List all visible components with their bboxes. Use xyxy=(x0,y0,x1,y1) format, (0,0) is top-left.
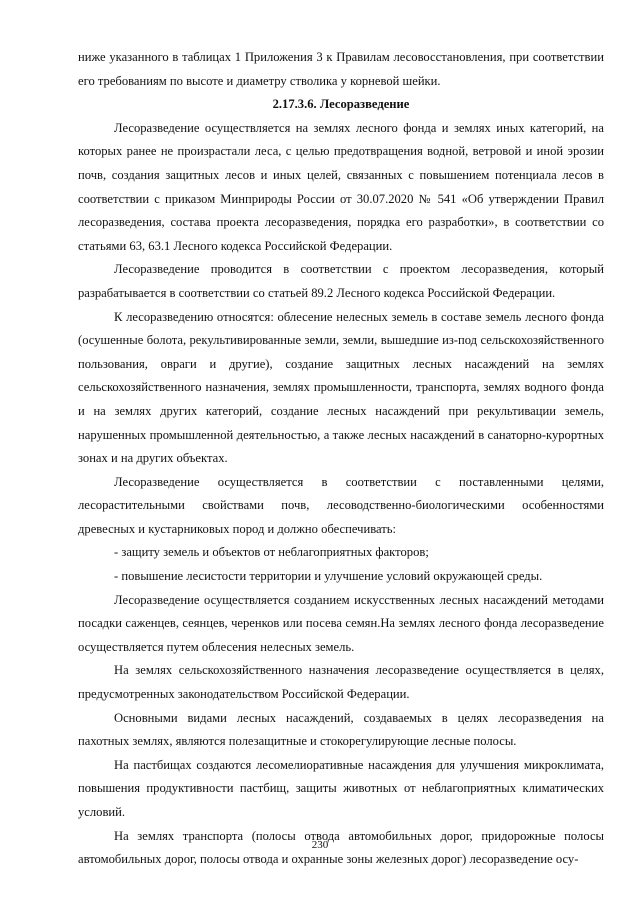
paragraph-plantation-types: Основными видами лесных насаждений, создаваемых в целях лесоразведения на пахотных землях, являются полезащитные и стокорегулирующие лесные полосы. xyxy=(78,710,604,749)
page-number: 230 xyxy=(311,839,329,851)
intro-continuation: ниже указанного в таблицах 1 Приложения 3 к Правилам лесовосстановления, при соответствии его требованиям по высоте и диаметру стволика у корневой шейки. xyxy=(78,50,604,88)
paragraph-definition: Лесоразведение осуществляется на землях лесного фонда и землях иных категорий, на которых ранее не произрастали леса, с целью предотвращения водной, ветровой и иной эрозии почв, создания защитных лесов и иных целей, связанных с повышением потенциала лесов в соответствии с приказом Минприроды России от 30.07.2020 № 541 «Об утверждении Правил лесоразведения, состава проекта лесоразведения, порядка его разработки», в соответствии со статьями 63, 63.1 Лесного кодекса Российской Федерации. xyxy=(78,120,604,253)
paragraph-project: Лесоразведение проводится в соответствии с проектом лесоразведения, который разрабатывается в соответствии со статьей 89.2 Лесного кодекса Российской Федерации. xyxy=(78,262,604,300)
paragraph-agricultural-land: На землях сельскохозяйственного назначения лесоразведение осуществляется в целях, предусмотренных законодательством Российской Федерации. xyxy=(78,663,604,702)
paragraph-scope: К лесоразведению относятся: облесение нелесных земель в составе земель лесного фонда (осушенные болота, рекультивированные земли, земли, вышедшие из-под сельскохозяйственного пользования, овраги и другие), создание защитных лесных насаждений на землях сельскохозяйственного назначения, землях промышленности, транспорта, землях водного фонда и на землях других категорий, создание лесных насаждений при рекультивации земель, нарушенных промышленной деятельностью, а также лесных насаждений в санаторно-курортных зонах и на других объектах. xyxy=(78,309,604,466)
list-item-forest-cover: - повышение лесистости территории и улучшение условий окружающей среды. xyxy=(114,569,543,584)
paragraph-requirements: Лесоразведение осуществляется в соответствии с поставленными целями, лесорастительными свойствами почв, лесоводственно-биологическими особенностями древесных и кустарниковых пород и должно обеспечивать: xyxy=(78,474,604,536)
page-content xyxy=(78,46,604,872)
paragraph-transport-land: На землях транспорта (полосы отвода автомобильных дорог, придорожные полосы автомобильных дорог, полосы отвода и охранные зоны железных дорог) лесоразведение осу- xyxy=(78,828,604,867)
list-item-protection: - защиту земель и объектов от неблагоприятных факторов; xyxy=(114,545,429,560)
paragraph-methods: Лесоразведение осуществляется созданием искусственных лесных насаждений методами посадки саженцев, сеянцев, черенков или посева семян.На землях лесного фонда лесоразведение осуществляется путем облесения нелесных земель. xyxy=(78,592,604,654)
paragraph-pastures: На пастбищах создаются лесомелиоративные насаждения для улучшения микроклимата, повышения продуктивности пастбищ, защиты животных от неблагоприятных климатических условий. xyxy=(78,757,604,819)
section-heading: 2.17.3.6. Лесоразведение xyxy=(272,97,410,112)
